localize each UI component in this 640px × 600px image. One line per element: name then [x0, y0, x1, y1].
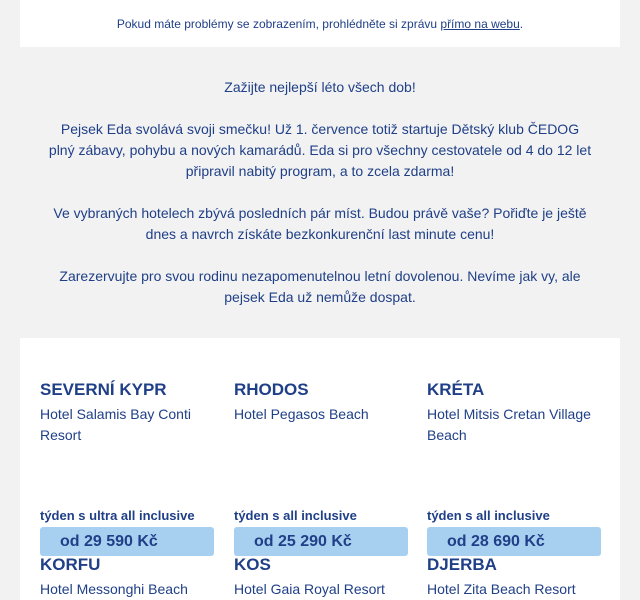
intro-paragraph-hotels: Ve vybraných hotelech zbývá posledních pár míst. Budou právě vaše? Pořiďte je ještě dnes a navrch získáte bezkonkurenční last minute cenu! [53, 205, 587, 242]
offer-hotel[interactable]: Hotel Mitsis Cretan Village Beach [427, 406, 591, 443]
intro-paragraph-club: Pejsek Eda svolává svoji smečku! Už 1. července totiž startuje Dětský klub ČEDOG plný zábavy, pohybu a nových kamarádů. Eda si pro všechny cestovatele od 4 do 12 let připravil nabitý program, a to zcela zdarma! [48, 121, 592, 179]
offer-destination[interactable]: SEVERNÍ KYPR [40, 380, 167, 399]
intro-headline: Zažijte nejlepší léto všech dob! [224, 79, 416, 95]
offer-hotel[interactable]: Hotel Messonghi Beach [40, 581, 188, 597]
intro-paragraph-book: Zarezervujte pro svou rodinu nezapomenutelnou letní dovolenou. Nevíme jak vy, ale pejsek Eda už nemůže dospat. [59, 268, 581, 305]
offer-hotel[interactable]: Hotel Zita Beach Resort [427, 581, 576, 597]
offer-meal-plan: týden s all inclusive [427, 508, 550, 523]
web-view-notice [20, 0, 620, 47]
web-view-suffix: . [519, 16, 524, 31]
web-view-link[interactable]: přímo na webu [440, 16, 520, 31]
offer-card[interactable] [40, 380, 214, 560]
offer-card[interactable] [427, 380, 601, 560]
offer-card[interactable] [234, 380, 408, 560]
offer-hotel[interactable]: Hotel Salamis Bay Conti Resort [40, 406, 191, 443]
offer-hotel[interactable]: Hotel Pegasos Beach [234, 406, 369, 422]
offer-destination[interactable]: KOS [234, 555, 271, 574]
web-view-text: Pokud máte problémy se zobrazením, prohlédněte si zprávu [116, 16, 438, 31]
offer-destination[interactable]: DJERBA [427, 555, 497, 574]
offer-price-button[interactable]: od 25 290 Kč [234, 527, 408, 556]
offer-price-button[interactable]: od 29 590 Kč [40, 527, 214, 556]
offers-grid [20, 338, 620, 600]
offer-meal-plan: týden s all inclusive [234, 508, 357, 523]
offer-destination[interactable]: RHODOS [234, 380, 309, 399]
offer-destination[interactable]: KORFU [40, 555, 101, 574]
intro-section [20, 47, 620, 338]
offer-hotel[interactable]: Hotel Gaia Royal Resort [234, 581, 385, 597]
offer-meal-plan: týden s ultra all inclusive [40, 508, 195, 523]
offer-card[interactable] [234, 555, 408, 600]
offer-card[interactable] [40, 555, 214, 600]
offer-card[interactable] [427, 555, 601, 600]
offer-destination[interactable]: KRÉTA [427, 380, 485, 399]
offer-price-button[interactable]: od 28 690 Kč [427, 527, 601, 556]
